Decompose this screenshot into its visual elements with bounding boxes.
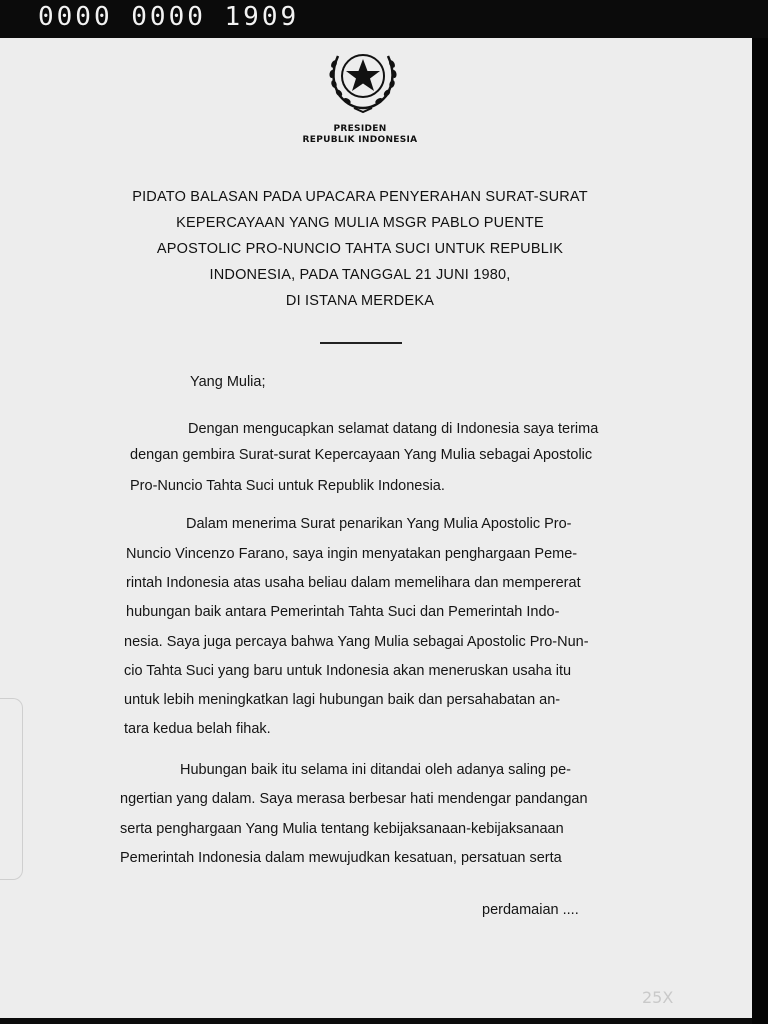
paragraph-line: Dengan mengucapkan selamat datang di Indonesia saya terima [188, 421, 599, 437]
archive-stamp: 25X [642, 988, 674, 1007]
paragraph-line: cio Tahta Suci yang baru untuk Indonesia akan meneruskan usaha itu [124, 663, 572, 679]
paragraph-line: rintah Indonesia atas usaha beliau dalam memelihara dan mempererat [126, 575, 581, 591]
title-line: DI ISTANA MERDEKA [285, 293, 435, 309]
paragraph-line: dengan gembira Surat-surat Kepercayaan Yang Mulia sebagai Apostolic [130, 447, 593, 463]
margin-mark [0, 698, 23, 880]
paragraph-line: nesia. Saya juga percaya bahwa Yang Mulia sebagai Apostolic Pro-Nun- [124, 634, 589, 650]
paragraph-line: Nuncio Vincenzo Farano, saya ingin menyatakan penghargaan Peme- [126, 546, 578, 562]
paragraph-line: tara kedua belah fihak. [124, 721, 271, 737]
title-line: KEPERCAYAAN YANG MULIA MSGR PABLO PUENTE [176, 215, 544, 231]
paragraph-line: untuk lebih meningkatkan lagi hubungan baik dan persahabatan an- [124, 692, 561, 708]
paragraph-line: serta penghargaan Yang Mulia tentang kebijaksanaan-kebijaksanaan [120, 821, 564, 837]
paragraph-line: Pemerintah Indonesia dalam mewujudkan kesatuan, persatuan serta [120, 850, 562, 866]
letterhead-line-1: PRESIDEN [333, 124, 387, 134]
title-line: APOSTOLIC PRO-NUNCIO TAHTA SUCI UNTUK REPUBLIK [156, 241, 564, 257]
paragraph-line: Dalam menerima Surat penarikan Yang Mulia Apostolic Pro- [186, 516, 572, 532]
title-line: PIDATO BALASAN PADA UPACARA PENYERAHAN SURAT-SURAT [132, 189, 588, 205]
film-edge [752, 38, 768, 1024]
paragraph-line: hubungan baik antara Pemerintah Tahta Suci dan Pemerintah Indo- [126, 604, 560, 620]
title-line: INDONESIA, PADA TANGGAL 21 JUNI 1980, [209, 267, 511, 283]
presidential-emblem-icon [318, 38, 408, 114]
document-page: PRESIDEN REPUBLIK INDONESIA PIDATO BALASAN PADA UPACARA PENYERAHAN SURAT-SURAT KEPERCAYAAN YANG MULIA MSGR PABLO PUENTE APOSTOLIC PRO-NUNCIO TAHTA SUCI UNTUK REPUBLIK INDONESIA, PADA TANGGAL 21 JUNI 1980, DI ISTANA MERDEKA Yang Mulia; Dengan mengucapkan selamat datang di Indonesia saya terima dengan gembira Surat-surat Kepercayaan Yang Mulia sebagai Apostolic Pro-Nuncio Tahta Suci untuk Republik Indonesia. Dalam menerima Surat penarikan Yang Mulia Apostolic Pro- Nuncio Vincenzo Farano, saya ingin menyatakan penghargaan Peme- rintah Indonesia atas usaha beliau dalam memelihara dan mempererat hubungan baik antara Pemerintah Tahta Suci dan Pemerintah Indo- nesia. Saya juga percaya bahwa Yang Mulia sebagai Apostolic Pro-Nun- cio Tahta Suci yang baru untuk Indonesia akan meneruskan usaha itu untuk lebih meningkatkan lagi hubungan baik dan persahabatan an- tara kedua belah fihak. Hubungan baik itu selama ini ditandai oleh adanya saling pe- ngertian yang dalam. Saya merasa berbesar hati mendengar pandangan serta penghargaan Yang Mulia tentang kebijaksanaan-kebijaksanaan Pemerintah Indonesia dalam mewujudkan kesatuan, persatuan serta perdamaian .... 25X [0, 38, 752, 1018]
paragraph-line: Hubungan baik itu selama ini ditandai oleh adanya saling pe- [180, 762, 571, 778]
letterhead-line-2: REPUBLIK INDONESIA [302, 135, 418, 145]
film-code: 0000 0000 1909 [38, 2, 300, 32]
paragraph-line: ngertian yang dalam. Saya merasa berbesar hati mendengar pandangan [120, 791, 588, 807]
paragraph-line: Pro-Nuncio Tahta Suci untuk Republik Indonesia. [130, 478, 445, 494]
letterhead [260, 124, 460, 146]
speech-title [110, 184, 610, 314]
title-underline [320, 342, 402, 344]
